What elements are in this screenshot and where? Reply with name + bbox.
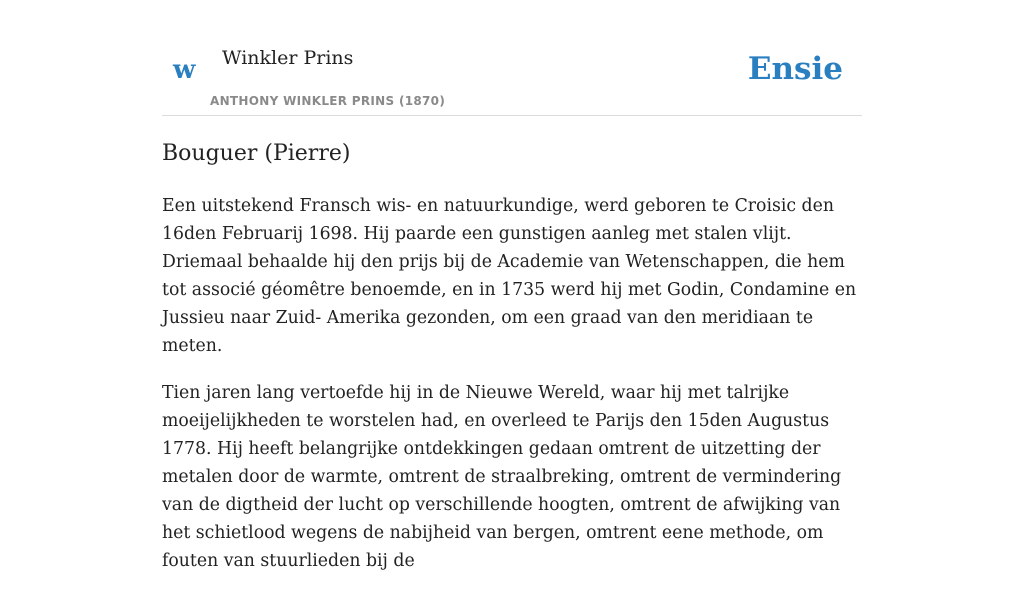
source-title[interactable]: Winkler Prins: [222, 47, 354, 69]
ensie-logo[interactable]: Ensie: [747, 51, 843, 87]
article-paragraph: Een uitstekend Fransch wis- en natuurkundige, werd geboren te Croisic den 16den Februarij 1698. Hij paarde een gunstigen aanleg met stalen vlijt. Driemaal behaalde hij den prijs bij de Academie van Wetenschappen, die hem tot associé géomêtre benoemde, en in 1735 werd hij met Godin, Condamine en Jussieu naar Zuid- Amerika gezonden, om een graad van den meridiaan te meten.: [162, 196, 857, 356]
article-body: [162, 192, 862, 594]
source-logo[interactable]: w: [173, 55, 196, 85]
source-subtitle[interactable]: ANTHONY WINKLER PRINS (1870): [210, 94, 446, 108]
source-header: [162, 40, 862, 116]
article-paragraph: Tien jaren lang vertoefde hij in de Nieuwe Wereld, waar hij met talrijke moeijelijkheden te worstelen had, en overleed te Parijs den 15den Augustus 1778. Hij heeft belangrijke ontdekkingen gedaan omtrent de uitzetting der metalen door de warmte, omtrent de straalbreking, omtrent de vermindering van de digtheid der lucht op verschillende hoogten, omtrent de afwijking van het schietlood wegens de nabijheid van bergen, omtrent eene methode, om fouten van stuurlieden bij de: [162, 383, 842, 571]
article-title: Bouguer (Pierre): [162, 141, 351, 166]
